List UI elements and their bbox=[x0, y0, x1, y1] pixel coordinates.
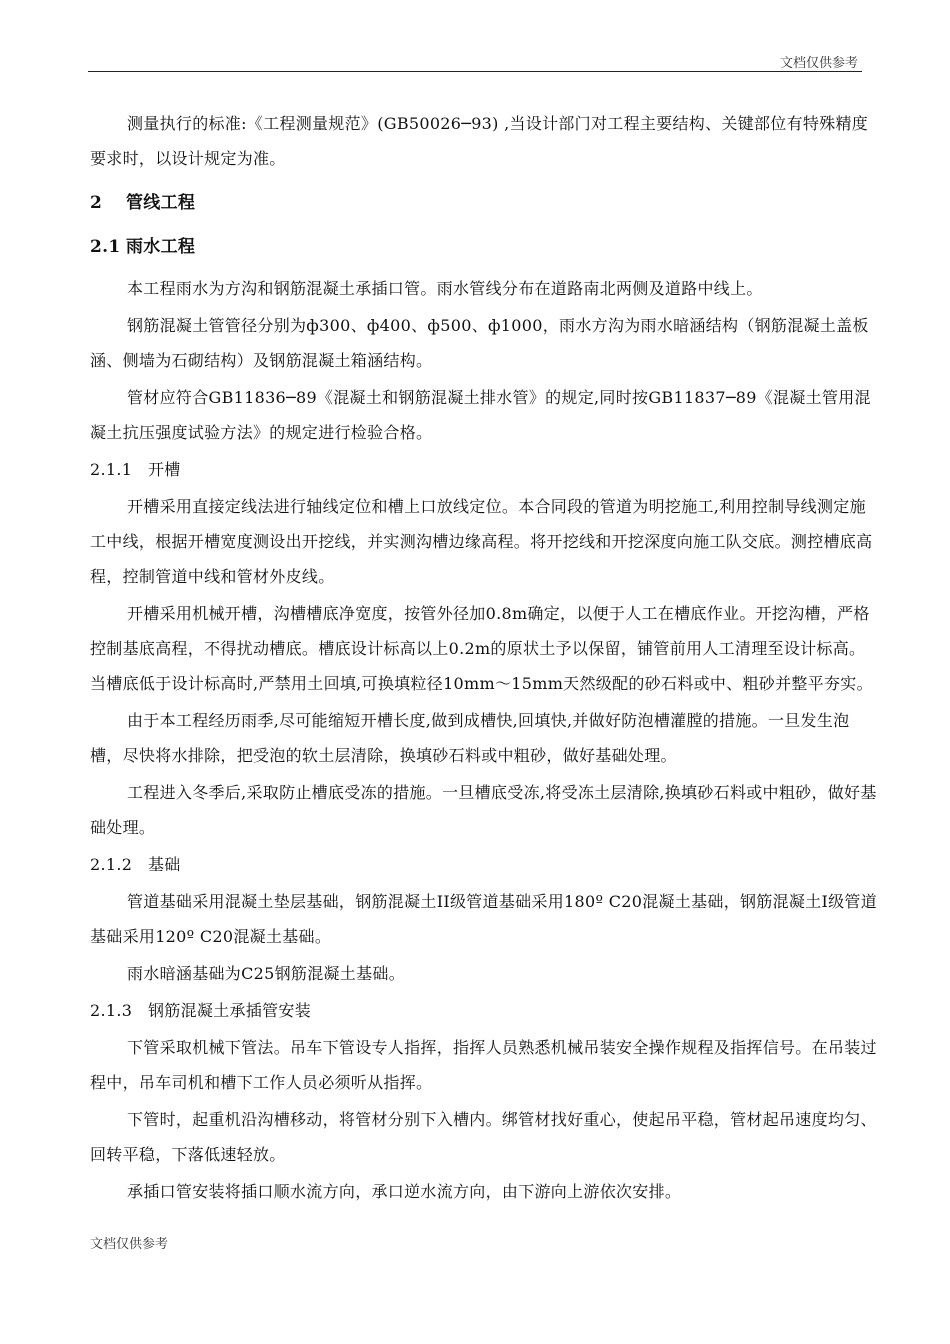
subsection-number: 2.1 bbox=[90, 237, 121, 257]
section-heading-pipeline bbox=[90, 186, 880, 221]
heading-title: 钢筋混凝土承插管安装 bbox=[148, 1001, 312, 1020]
paragraph-lowering-method: 下管采取机械下管法。吊车下管设专人指挥，指挥人员熟悉机械吊装安全操作规程及指挥信号。在吊装过程中，吊车司机和槽下工作人员必须听从指挥。 bbox=[90, 1038, 877, 1092]
paragraph-pipe-diameters: 钢筋混凝土管管径分别为ф300、ф400、ф500、ф1000，雨水方沟为雨水暗涵结构（钢筋混凝土盖板涵、侧墙为石砌结构）及钢筋混凝土箱涵结构。 bbox=[90, 316, 869, 370]
heading-number: 2.1.3 bbox=[90, 1001, 133, 1020]
heading-trenching bbox=[90, 452, 880, 487]
page-header-note: 文档仅供参考 bbox=[779, 56, 858, 71]
section-title: 管线工程 bbox=[126, 193, 196, 213]
paragraph-winter-measures: 工程进入冬季后,采取防止槽底受冻的措施。一旦槽底受冻,将受冻土层清除,换填砂石料或中粗砂，做好基础处理。 bbox=[90, 783, 877, 837]
paragraph-pipe-foundation: 管道基础采用混凝土垫层基础，钢筋混凝土II级管道基础采用180º C20混凝土基础，钢筋混凝土I级管道基础采用120º C20混凝土基础。 bbox=[90, 892, 878, 946]
heading-title: 基础 bbox=[148, 855, 181, 874]
paragraph-survey-standard: 测量执行的标准:《工程测量规范》(GB50026─93) ,当设计部门对工程主要结构、关键部位有特殊精度要求时，以设计规定为准。 bbox=[90, 114, 869, 168]
section-number: 2 bbox=[90, 193, 103, 213]
subsection-title: 雨水工程 bbox=[126, 237, 196, 257]
subsection-heading-rainwater bbox=[90, 230, 880, 265]
paragraph-rainy-season: 由于本工程经历雨季,尽可能缩短开槽长度,做到成槽快,回填快,并做好防泡槽灌膛的措施。一旦发生泡槽，尽快将水排除，把受泡的软土层清除，换填砂石料或中粗砂，做好基础处理。 bbox=[90, 711, 850, 765]
heading-number: 2.1.2 bbox=[90, 855, 133, 874]
heading-title: 开槽 bbox=[148, 460, 181, 479]
page-footer-note: 文档仅供参考 bbox=[90, 1237, 169, 1252]
document-body bbox=[90, 106, 880, 1211]
heading-pipe-installation bbox=[90, 993, 880, 1028]
header-rule bbox=[88, 71, 862, 72]
heading-foundation bbox=[90, 847, 880, 882]
paragraph-rainwater-overview: 本工程雨水为方沟和钢筋混凝土承插口管。雨水管线分布在道路南北两侧及道路中线上。 bbox=[127, 279, 763, 298]
paragraph-culvert-foundation: 雨水暗涵基础为C25钢筋混凝土基础。 bbox=[127, 964, 406, 983]
heading-number: 2.1.1 bbox=[90, 460, 133, 479]
paragraph-pipe-standards: 管材应符合GB11836─89《混凝土和钢筋混凝土排水管》的规定,同时按GB11837─89《混凝土管用混凝土抗压强度试验方法》的规定进行检验合格。 bbox=[90, 388, 871, 442]
paragraph-socket-orientation: 承插口管安装将插口顺水流方向，承口逆水流方向，由下游向上游依次安排。 bbox=[127, 1182, 682, 1201]
paragraph-trench-layout: 开槽采用直接定线法进行轴线定位和槽上口放线定位。本合同段的管道为明挖施工,利用控制导线测定施工中线，根据开槽宽度测设出开挖线，并实测沟槽边缘高程。将开挖线和开挖深度向施工队交底。测控槽底高程，控制管道中线和管材外皮线。 bbox=[90, 497, 873, 586]
paragraph-trench-excavation: 开槽采用机械开槽，沟槽槽底净宽度，按管外径加0.8m确定，以便于人工在槽底作业。开挖沟槽，严格控制基底高程，不得扰动槽底。槽底设计标高以上0.2m的原状土予以保留，铺管前用人工清理至设计标高。当槽底低于设计标高时,严禁用土回填,可换填粒径10mm～15mm天然级配的砂石料或中、粗砂并整平夯实。 bbox=[90, 604, 873, 693]
paragraph-lowering-process: 下管时，起重机沿沟槽移动，将管材分别下入槽内。绑管材找好重心，使起吊平稳，管材起吊速度均匀、回转平稳，下落低速轻放。 bbox=[90, 1110, 877, 1164]
